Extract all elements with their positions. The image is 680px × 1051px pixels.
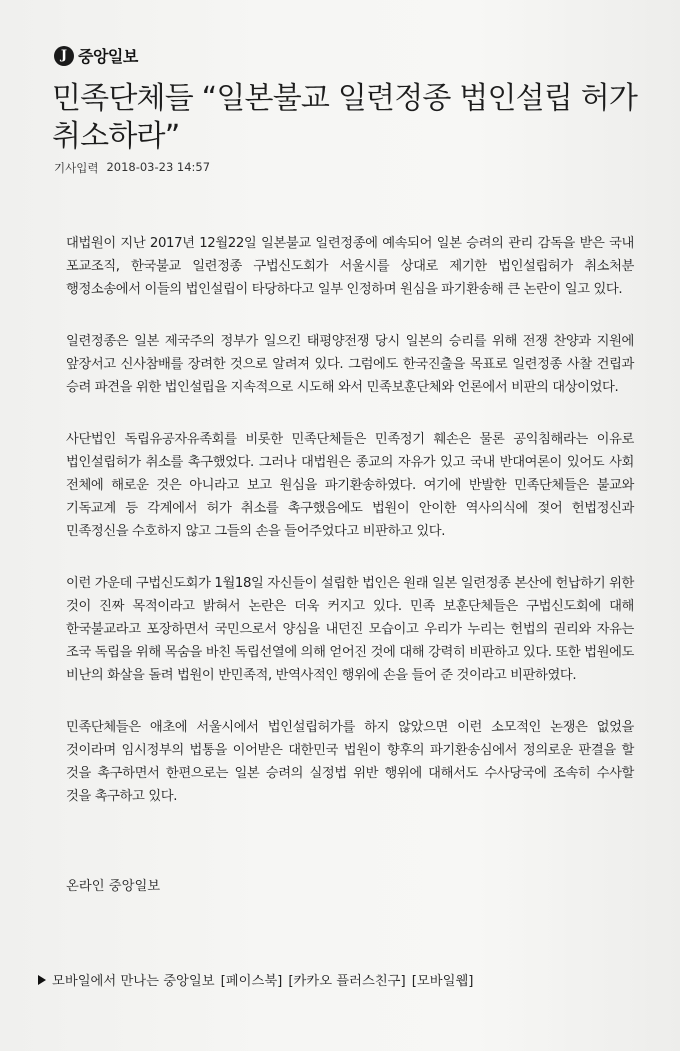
triangle-right-icon xyxy=(38,975,46,985)
article-paragraph: 대법원이 지난 2017년 12월22일 일본불교 일련정종에 예속되어 일본 승려의 관리 감독을 받은 국내 포교조직, 한국불교 일련정종 구법신도회가 서울시를 상대로 제기한 법인설립허가 취소처분 행정소송에서 이들의 법인설립이 타당하다고 일부 인정하며 원심을 파기환송해 큰 논란이 일고 있다. xyxy=(66,236,634,297)
facebook-link[interactable]: [페이스북] xyxy=(220,974,283,989)
article-meta xyxy=(54,160,210,176)
article-byline: 온라인 중앙일보 xyxy=(66,879,161,894)
article-paragraph: 사단법인 독립유공자유족회를 비롯한 민족단체들은 민족정기 훼손은 물론 공익침해라는 이유로 법인설립허가 취소를 촉구했었다. 그러나 대법원은 종교의 자유가 있고 국내 반대여론이 있어도 사회 전체에 해로운 것은 아니라고 보고 원심을 파기환송하였다. 여기에 반발한 민족단체들은 불교와 기독교계 등 각계에서 허가 취소를 촉구했음에도 법원이 안이한 역사의식에 젖어 헌법정신과 민족정신을 수호하지 않고 그들의 손을 들어주었다고 비판하고 있다. xyxy=(66,432,634,539)
published-date: 2018-03-23 14:57 xyxy=(106,160,211,174)
joongang-logo-icon: J xyxy=(54,46,74,66)
publication-logo[interactable] xyxy=(54,44,138,67)
article-body xyxy=(66,232,634,837)
article-paragraph: 이런 가운데 구법신도회가 1월18일 자신들이 설립한 법인은 원래 일본 일련정종 본산에 헌납하기 위한 것이 진짜 목적이라고 밝혀서 논란은 더욱 커지고 있다. 민족 보훈단체들은 구법신도회에 대해 한국불교라고 포장하면서 국민으로서 양심을 내던진 모습이고 우리가 누리는 헌법의 권리와 자유는 조국 독립을 위해 목숨을 바친 독립선열에 의해 얻어진 것에 대해 강력히 비판하고 있다. 또한 법원에도 비난의 화살을 돌려 법원이 반민족적, 반역사적인 행위에 손을 들어 준 것이라고 비판하였다. xyxy=(66,576,634,683)
mobile-promo-text: 모바일에서 만나는 중앙일보 xyxy=(52,974,215,989)
article-paragraph: 일련정종은 일본 제국주의 정부가 일으킨 태평양전쟁 당시 일본의 승리를 위해 전쟁 찬양과 지원에 앞장서고 신사참배를 장려한 것으로 알려져 있다. 그럼에도 한국진출을 목표로 일련정종 사찰 건립과 승려 파견을 위한 법인설립을 지속적으로 시도해 와서 민족보훈단체와 언론에서 비판의 대상이었다. xyxy=(66,334,634,395)
kakao-plusfriend-link[interactable]: [카카오 플러스친구] xyxy=(288,974,406,989)
article-headline: 민족단체들 “일본불교 일련정종 법인설립 허가 취소하라” xyxy=(52,81,638,154)
logo-text: 중앙일보 xyxy=(78,47,138,66)
published-label: 기사입력 xyxy=(54,161,99,175)
mobile-web-link[interactable]: [모바일웹] xyxy=(411,974,474,989)
article-paragraph: 민족단체들은 애초에 서울시에서 법인설립허가를 하지 않았으면 이런 소모적인 논쟁은 없었을 것이라며 임시정부의 법통을 이어받은 대한민국 법원이 향후의 파기환송심에서 정의로운 판결을 할 것을 촉구하면서 한편으로는 일본 승려의 실정법 위반 행위에 대해서도 수사당국에 조속히 수사할 것을 촉구하고 있다. xyxy=(66,720,634,804)
mobile-promo xyxy=(38,970,474,989)
